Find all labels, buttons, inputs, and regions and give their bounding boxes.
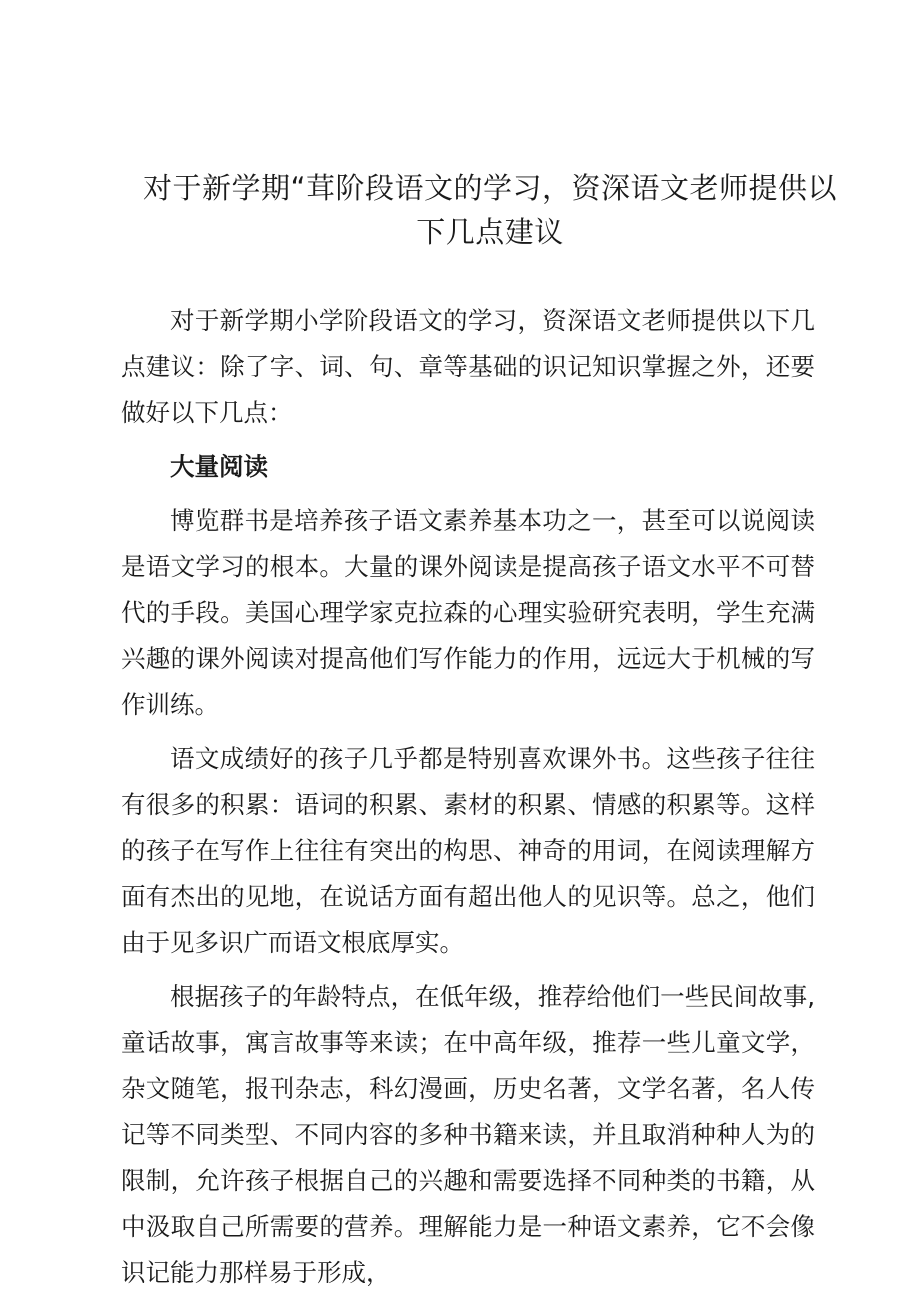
intro-paragraph: 对于新学期小学阶段语文的学习，资深语文老师提供以下几点建议：除了字、词、句、章等基础的识记知识掌握之外，还要做好以下几点： — [121, 306, 815, 427]
body-paragraph: 博览群书是培养孩子语文素养基本功之一，甚至可以说阅读是语文学习的根本。大量的课外阅读是提高孩子语文水平不可替代的手段。美国心理学家克拉森的心理实验研究表明，学生充满兴趣的课外阅读对提高他们写作能力的作用，远远大于机械的写作训练。 — [121, 506, 815, 719]
document-title — [120, 166, 860, 254]
title-line-1: 对于新学期“茸阶段语文的学习，资深语文老师提供以 — [142, 171, 838, 205]
document-body — [121, 298, 815, 1304]
title-line-2: 下几点建议 — [416, 215, 564, 249]
body-paragraph: 语文成绩好的孩子几乎都是特别喜欢课外书。这些孩子往往有很多的积累：语词的积累、素材的积累、情感的积累等。这样的孩子在写作上往往有突出的构思、神奇的用词，在阅读理解方面有杰出的见地，在说话方面有超出他人的见识等。总之，他们由于见多识广而语文根底厚实。 — [121, 744, 815, 957]
section-heading: 大量阅读 — [170, 452, 268, 481]
body-paragraph: 根据孩子的年龄特点，在低年级，推荐给他们一些民间故事,童话故事，寓言故事等来读；在中高年级，推荐一些儿童文学，杂文随笔，报刊杂志，科幻漫画，历史名著，文学名著，名人传记等不同类型、不同内容的多种书籍来读，并且取消种种人为的限制，允许孩子根据自己的兴趣和需要选择不同种类的书籍，从中汲取自己所需要的营养。理解能力是一种语文素养，它不会像识记能力那样易于形成， — [121, 982, 815, 1287]
